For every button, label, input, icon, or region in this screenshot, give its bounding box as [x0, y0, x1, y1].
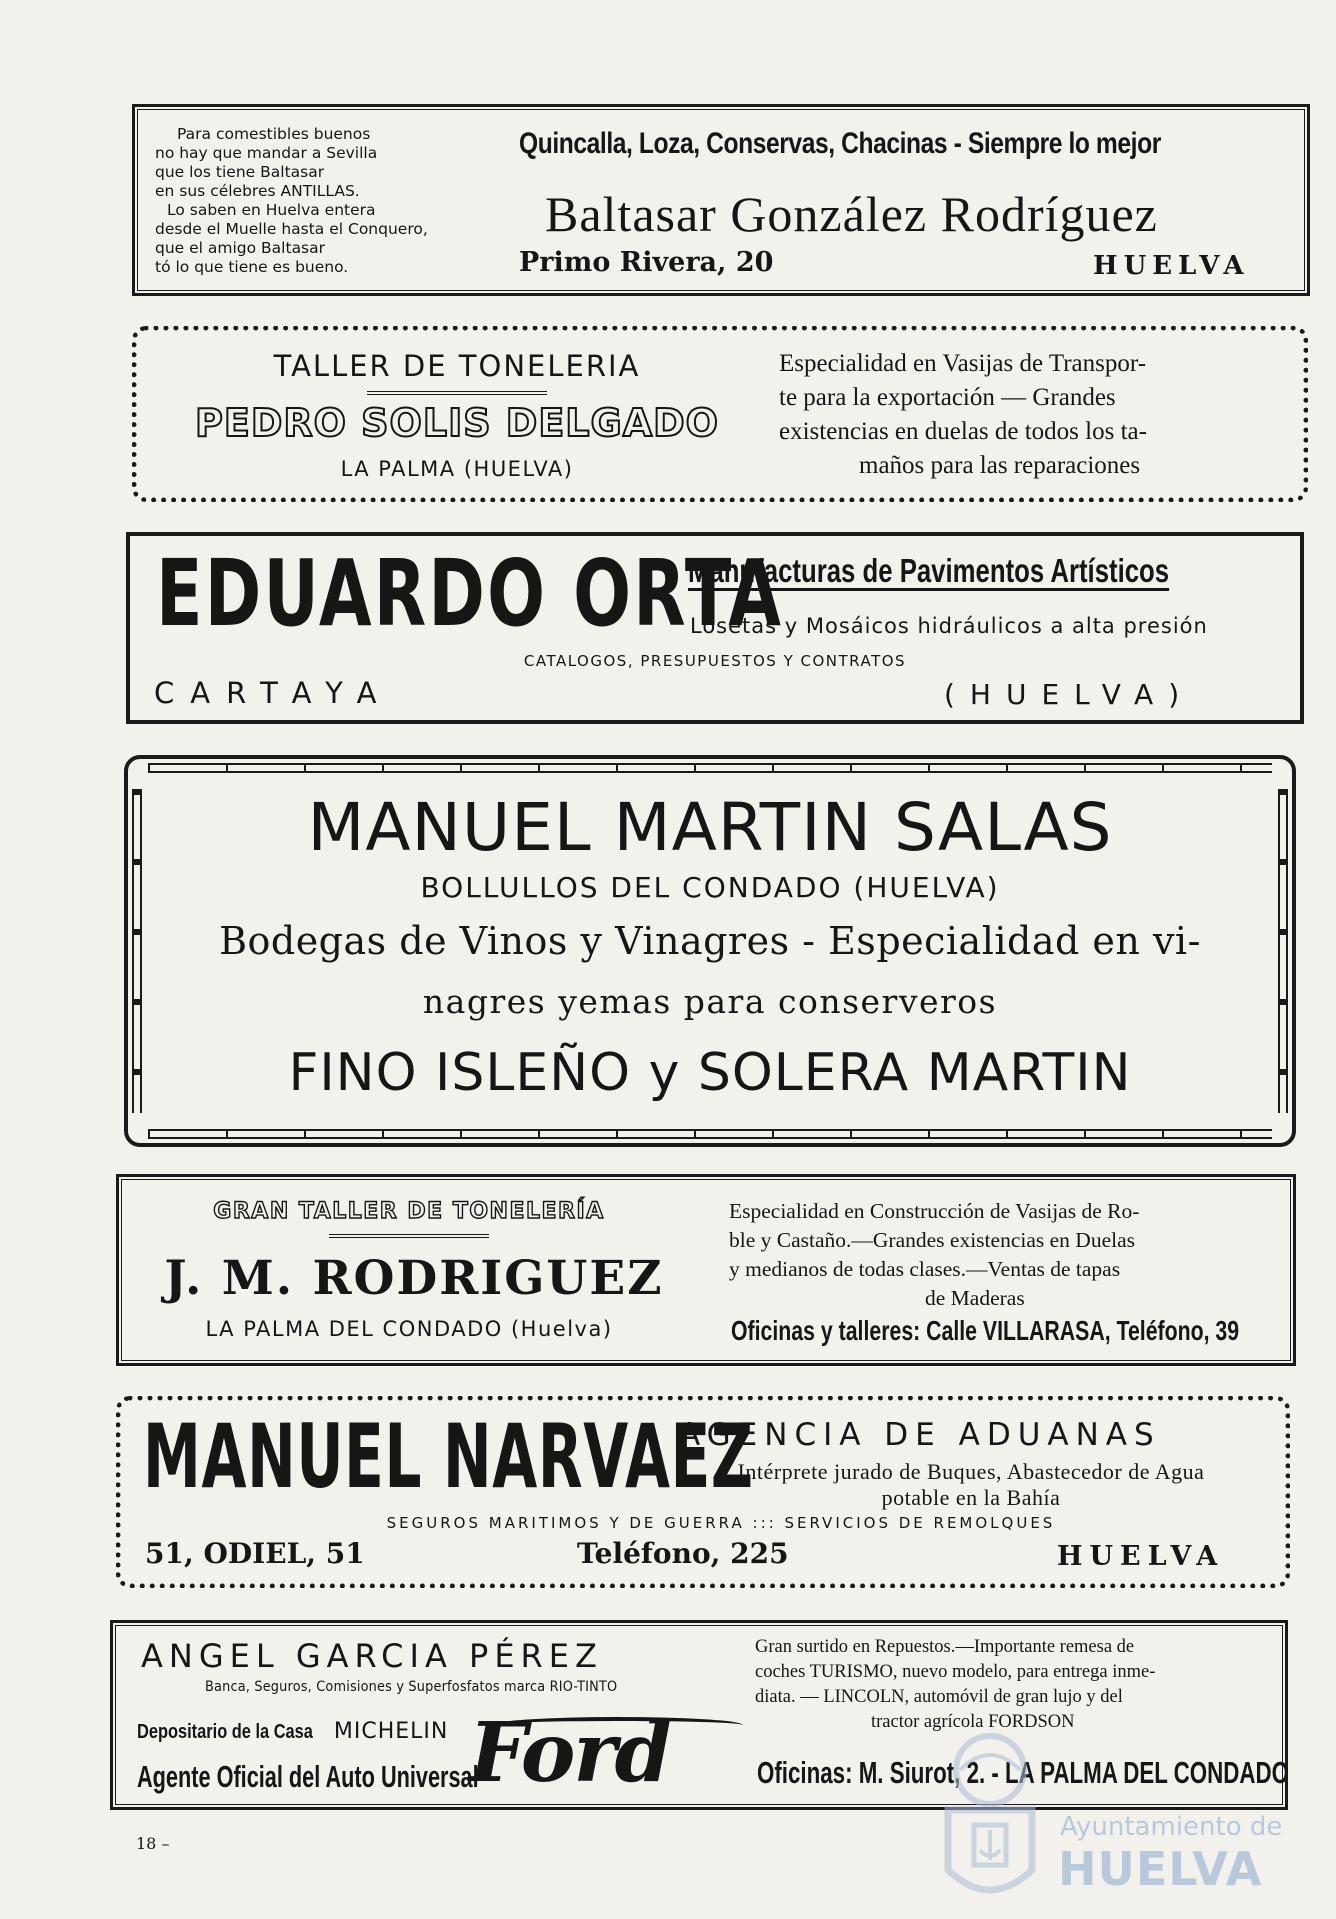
divider [367, 391, 547, 395]
poem-line: desde el Muelle hasta el Conquero, [155, 220, 428, 238]
poem-line: Para comestibles buenos [177, 125, 371, 143]
ad6-city: HUELVA [1057, 1541, 1225, 1572]
poem-line: en sus célebres ANTILLAS. [155, 182, 360, 200]
ad3-province: (HUELVA) [944, 678, 1195, 711]
ad1-poem [155, 125, 428, 277]
desc-line: de Maderas [925, 1286, 1025, 1310]
ad3-name: EDUARDO ORTA [156, 540, 784, 647]
ad7-agent: Agente Oficial del Auto Universal [137, 1759, 479, 1794]
desc-line: existencias en duelas de todos los ta- [779, 418, 1147, 445]
desc-line: te para la exportación — Grandes [779, 384, 1116, 411]
ad5-offices: Oficinas y talleres: Calle VILLARASA, Teléfono, 39 [731, 1315, 1240, 1346]
ad1-headline: Quincalla, Loza, Conservas, Chacinas - Siempre lo mejor [519, 127, 1161, 160]
ad2-title: TALLER DE TONELERIA [273, 349, 641, 383]
ad7-name: ANGEL GARCIA PÉREZ [141, 1637, 603, 1675]
ad6-desc1: Intérprete jurado de Buques, Abastecedor de Agua [737, 1459, 1205, 1484]
poem-line: Lo saben en Huelva entera [167, 201, 376, 219]
ad6-phone: Teléfono, 225 [577, 1537, 789, 1570]
ad6-name: MANUEL NARVAEZ [143, 1405, 754, 1508]
desc-line: maños para las reparaciones [859, 452, 1141, 479]
ad-manuel-narvaez [116, 1396, 1290, 1588]
ad3-sub: Losetas y Mosáicos hidráulicos a alta presión [690, 614, 1208, 638]
divider [329, 1234, 489, 1238]
depositary-prefix: Depositario de la Casa [137, 1721, 313, 1743]
ad4-line2: nagres yemas para conserveros [422, 982, 998, 1021]
ad-pedro-solis [132, 326, 1308, 502]
desc-line: diata. — LINCOLN, automóvil de gran lujo y del [755, 1687, 1123, 1707]
ad-manuel-martin-salas [124, 755, 1296, 1147]
desc-line: Especialidad en Vasijas de Transpor- [779, 350, 1147, 377]
ad-jm-rodriguez [116, 1174, 1296, 1366]
ad5-place: LA PALMA DEL CONDADO (Huelva) [205, 1317, 613, 1341]
ad-eduardo-orta [126, 532, 1304, 724]
ford-logo-swash [493, 1717, 743, 1733]
desc-line: coches TURISMO, nuevo modelo, para entrega inme- [755, 1662, 1156, 1682]
ad4-place: BOLLULLOS DEL CONDADO (HUELVA) [420, 871, 1000, 904]
ad2-place: LA PALMA (HUELVA) [340, 457, 574, 481]
ad7-offices: Oficinas: M. Siurot, 2. - LA PALMA DEL CONDADO [757, 1755, 1289, 1790]
page-number: 18 – [136, 1834, 170, 1853]
poem-line: no hay que mandar a Sevilla [155, 144, 378, 162]
depositary-brand: MICHELIN [333, 1719, 449, 1744]
ad-baltasar-gonzalez [132, 104, 1310, 296]
ad4-brands: FINO ISLEÑO y SOLERA MARTIN [288, 1043, 1132, 1103]
watermark [920, 1726, 1300, 1916]
desc-line: tractor agrícola FORDSON [871, 1712, 1075, 1732]
ad7-depositary [137, 1719, 448, 1744]
desc-line: y medianos de todas clases.—Ventas de tapas [729, 1257, 1121, 1281]
ad3-catalog: CATALOGOS, PRESUPUESTOS Y CONTRATOS [523, 652, 907, 670]
poem-line: tó lo que tiene es bueno. [155, 258, 349, 276]
ford-logo: Ford [469, 1705, 670, 1801]
ad4-line1: Bodegas de Vinos y Vinagres - Especialidad en vi- [219, 919, 1201, 963]
ad6-agency: AGENCIA DE ADUANAS [679, 1417, 1161, 1453]
poem-line: que el amigo Baltasar [155, 239, 326, 257]
desc-line: Especialidad en Construcción de Vasijas de Ro- [729, 1199, 1140, 1223]
ad1-city: HUELVA [1093, 251, 1250, 281]
watermark-line2: HUELVA [1058, 1842, 1263, 1896]
ad4-name: MANUEL MARTIN SALAS [307, 789, 1113, 866]
ad1-address: Primo Rivera, 20 [519, 247, 774, 278]
ad5-title: GRAN TALLER DE TONELERÍA [213, 1199, 605, 1224]
desc-line: ble y Castaño.—Grandes existencias en Duelas [729, 1228, 1135, 1252]
ad5-desc [729, 1197, 1269, 1313]
poem-line: que los tiene Baltasar [155, 163, 325, 181]
ad6-address: 51, ODIEL, 51 [145, 1537, 365, 1570]
decorative-border-top [148, 763, 1272, 773]
ad7-desc [755, 1635, 1275, 1735]
ad5-name: J. M. RODRIGUEZ [164, 1251, 664, 1306]
desc-line: Gran surtido en Repuestos.—Importante remesa de [755, 1637, 1135, 1657]
ad6-insurance: SEGUROS MARITIMOS Y DE GUERRA ::: SERVICIOS DE REMOLQUES [386, 1514, 1056, 1532]
ad6-desc2: potable en la Bahía [881, 1485, 1061, 1510]
ad3-city: CARTAYA [154, 676, 393, 710]
watermark-line1: Ayuntamiento de [1060, 1812, 1283, 1842]
ad2-desc [779, 347, 1289, 483]
ad7-services: Banca, Seguros, Comisiones y Superfosfatos marca RIO-TINTO [205, 1679, 618, 1695]
ad3-heading: Manufacturas de Pavimentos Artísticos [688, 552, 1170, 589]
ad2-name: PEDRO SOLIS DELGADO [195, 401, 719, 445]
ad1-name: Baltasar González Rodríguez [545, 186, 1158, 242]
decorative-border-bottom [148, 1129, 1272, 1139]
coat-of-arms-icon [930, 1730, 1050, 1910]
